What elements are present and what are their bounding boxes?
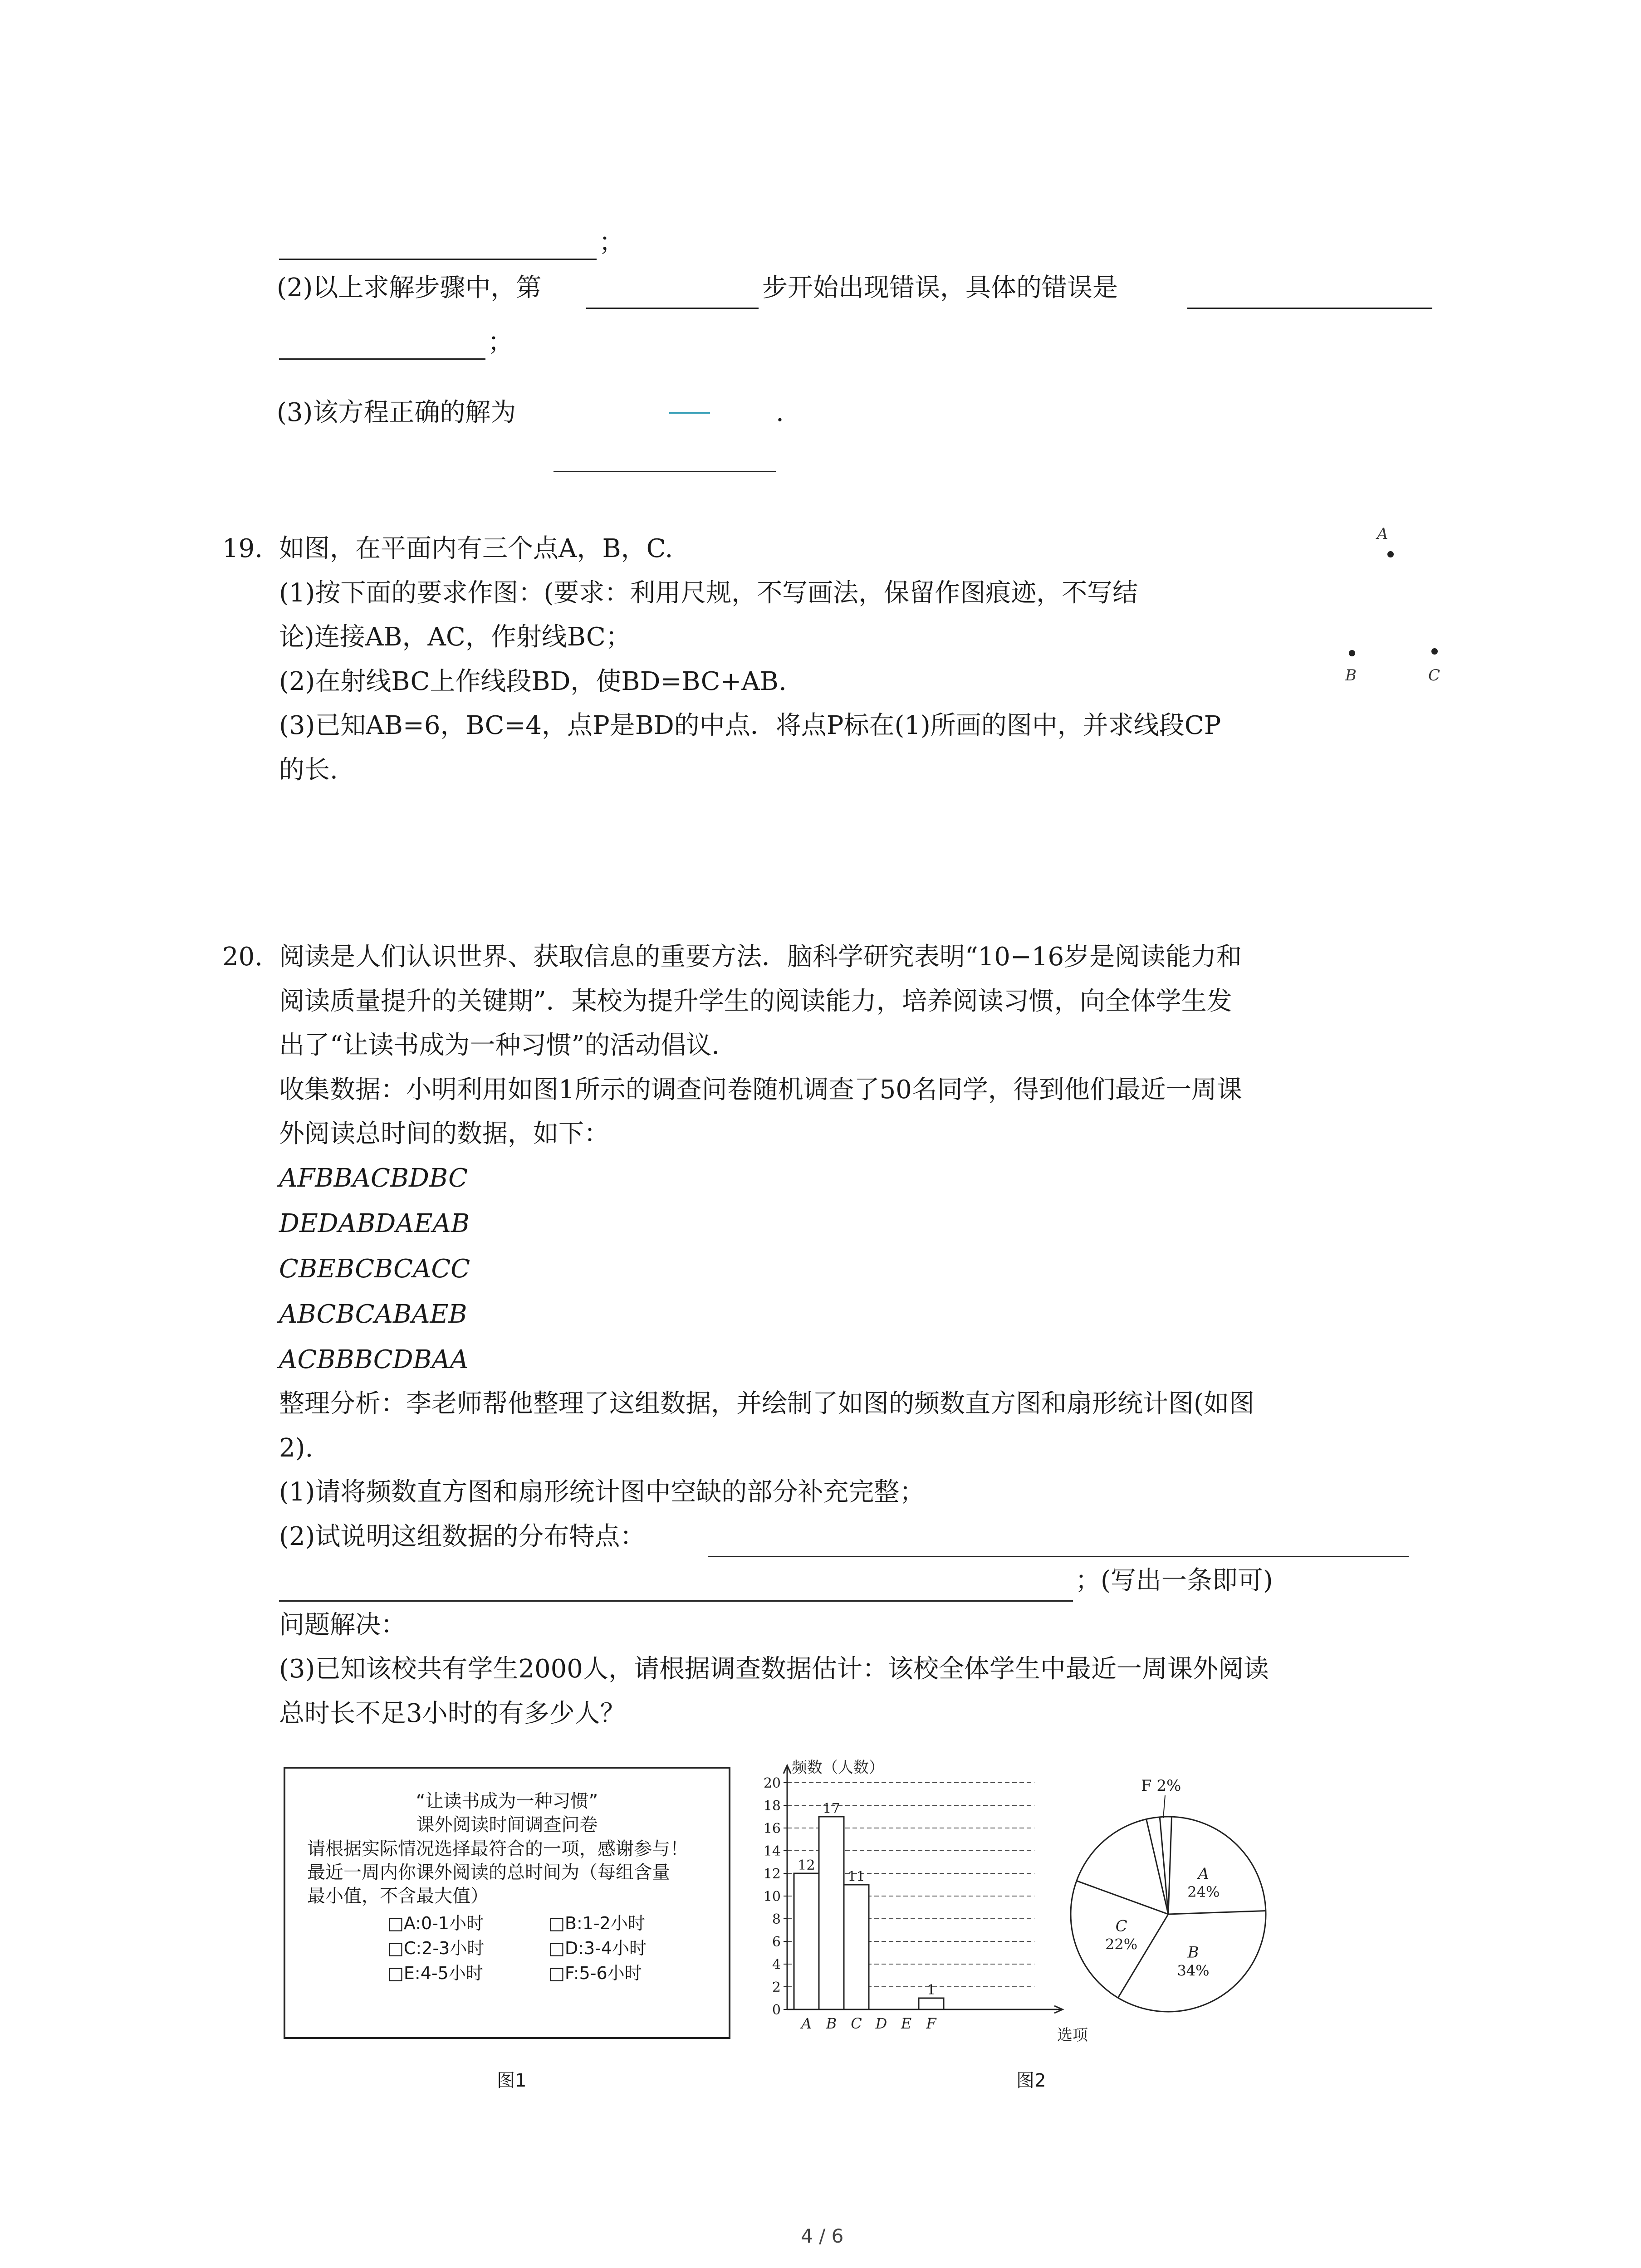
x-tick-label-e: E	[901, 2015, 912, 2032]
q20-line: (2)试说明这组数据的分布特点：	[279, 1522, 646, 1551]
questionnaire-subtitle: 课外阅读时间调查问卷	[416, 1814, 598, 1835]
answer-blank	[554, 471, 776, 472]
option-f-checkbox: □F:5-6小时	[549, 1963, 642, 1983]
q20-line: 出了“让读书成为一种习惯”的活动倡议.	[279, 1031, 720, 1060]
frequency-bar-chart	[749, 1755, 1088, 2050]
sector-pie-chart	[1048, 1765, 1284, 2046]
q20-number: 20.	[222, 942, 263, 972]
point-b	[1349, 650, 1355, 656]
bar-label-c: 11	[847, 1869, 865, 1885]
slice-label-c: C	[1115, 1917, 1127, 1936]
option-c-checkbox: □C:2-3小时	[387, 1938, 485, 1958]
slice-pct-c: 22%	[1105, 1936, 1138, 1953]
q20-line: (3)已知该校共有学生2000人，请根据调查数据估计：该校全体学生中最近一周课外阅读	[279, 1654, 1269, 1684]
x-axis-title: 选项	[1057, 2026, 1088, 2044]
y-tick-label: 2	[772, 1980, 781, 1995]
q20-line: 问题解决：	[279, 1610, 406, 1640]
y-tick-label: 0	[772, 2002, 781, 2018]
slice-f-leader	[1163, 1795, 1165, 1818]
bar-b	[819, 1817, 844, 2009]
bar-label-b: 17	[823, 1801, 840, 1817]
questionnaire-title: “让读书成为一种习惯”	[416, 1791, 598, 1812]
q18-semicolon-2: ；	[488, 327, 513, 357]
x-tick-label-b: B	[826, 2015, 837, 2032]
questionnaire-text: 最近一周内你课外阅读的总时间为（每组含量	[307, 1862, 670, 1883]
slice-label-a: A	[1198, 1865, 1210, 1883]
page-number: 4 / 6	[801, 2225, 844, 2247]
y-tick-label: 8	[772, 1911, 781, 1927]
q20-line: 外阅读总时间的数据，如下：	[279, 1119, 609, 1149]
q18-part3-text: (3)该方程正确的解为	[277, 398, 516, 427]
answer-blank	[586, 308, 759, 309]
option-a-checkbox: □A:0-1小时	[387, 1913, 484, 1933]
x-tick-label-a: A	[801, 2015, 812, 2032]
bar-label-f: 1	[926, 1982, 936, 1998]
q19-line: (3)已知AB=6，BC=4，点P是BD的中点．将点P标在(1)所画的图中，并求线段CP	[279, 711, 1221, 740]
q18-part2-text: (2)以上求解步骤中，第	[277, 273, 542, 303]
answer-blank	[279, 358, 485, 360]
questionnaire-box	[284, 1767, 730, 2039]
option-d-checkbox: □D:3-4小时	[549, 1938, 647, 1958]
y-tick-label: 14	[763, 1843, 781, 1859]
bar-label-a: 12	[798, 1857, 815, 1873]
q20-line: 收集数据：小明利用如图1所示的调查问卷随机调查了50名同学，得到他们最近一周课	[279, 1075, 1242, 1105]
q18-semicolon-1: ；	[599, 228, 624, 257]
figure-2-caption: 图2	[1016, 2070, 1046, 2091]
q19-line: (2)在射线BC上作线段BD，使BD=BC+AB.	[279, 667, 787, 696]
answer-blank	[1187, 308, 1432, 309]
bar-c	[844, 1885, 869, 2009]
y-tick-label: 20	[763, 1775, 781, 1791]
fraction-bar-mark	[669, 412, 710, 414]
y-tick-label: 12	[763, 1866, 781, 1882]
questionnaire-text: 请根据实际情况选择最符合的一项，感谢参与！	[307, 1838, 688, 1859]
y-tick-label: 18	[763, 1798, 781, 1814]
point-label-c: C	[1428, 666, 1440, 684]
q20-line: 阅读质量提升的关键期”．某校为提升学生的阅读能力，培养阅读习惯，向全体学生发	[279, 987, 1232, 1016]
questionnaire-text: 最小值，不含最大值）	[307, 1886, 489, 1906]
q19-line: 如图，在平面内有三个点A，B，C.	[279, 534, 673, 563]
slice-label-b: B	[1187, 1943, 1199, 1962]
q19-line: (1)按下面的要求作图：(要求：利用尺规，不写画法，保留作图痕迹，不写结	[279, 578, 1138, 608]
data-row: ABCBCABAEB	[279, 1300, 467, 1329]
option-e-checkbox: □E:4-5小时	[387, 1963, 483, 1983]
data-row: DEDABDAEAB	[279, 1209, 470, 1238]
answer-blank	[279, 259, 597, 260]
q18-period: .	[776, 398, 784, 427]
q20-line: 整理分析：李老师帮他整理了这组数据，并绘制了如图的频数直方图和扇形统计图(如图	[279, 1389, 1254, 1418]
point-c	[1431, 648, 1438, 655]
slice-label-f: F 2%	[1141, 1777, 1181, 1795]
x-tick-label-c: C	[851, 2015, 862, 2032]
option-b-checkbox: □B:1-2小时	[549, 1913, 645, 1933]
point-a	[1387, 551, 1394, 557]
y-tick-label: 6	[772, 1934, 781, 1950]
answer-blank	[708, 1556, 1409, 1557]
slice-pct-b: 34%	[1177, 1962, 1210, 1980]
y-tick-label: 4	[772, 1957, 781, 1973]
point-label-b: B	[1345, 666, 1357, 684]
y-tick-label: 10	[763, 1889, 781, 1905]
q19-line: 论)连接AB，AC，作射线BC；	[279, 622, 631, 652]
q19-points-figure	[1316, 517, 1461, 699]
bar-a	[794, 1873, 819, 2009]
data-row: AFBBACBDBC	[279, 1163, 468, 1193]
x-tick-label-d: D	[875, 2015, 887, 2032]
data-row: ACBBBCDBAA	[279, 1345, 469, 1374]
answer-blank	[279, 1600, 1073, 1602]
slice-pct-a: 24%	[1187, 1883, 1220, 1901]
q20-line-end: ；(写出一条即可)	[1075, 1566, 1273, 1595]
q19-line: 的长.	[279, 755, 338, 785]
point-label-a: A	[1377, 525, 1388, 543]
q18-part2-text-mid: 步开始出现错误，具体的错误是	[762, 273, 1118, 303]
q20-line: 总时长不足3小时的有多少人？	[279, 1699, 626, 1728]
q20-line: 阅读是人们认识世界、获取信息的重要方法．脑科学研究表明“10−16岁是阅读能力和	[279, 942, 1242, 972]
y-axis-title: 频数（人数）	[792, 1759, 884, 1777]
y-tick-label: 16	[763, 1821, 781, 1837]
bar-f	[919, 1998, 944, 2009]
q20-line: 2).	[279, 1433, 314, 1463]
x-tick-label-f: F	[926, 2015, 936, 2032]
q20-line: (1)请将频数直方图和扇形统计图中空缺的部分补充完整；	[279, 1477, 925, 1507]
q19-number: 19.	[222, 534, 263, 563]
data-row: CBEBCBCACC	[279, 1254, 470, 1284]
figure-1-caption: 图1	[497, 2070, 527, 2091]
